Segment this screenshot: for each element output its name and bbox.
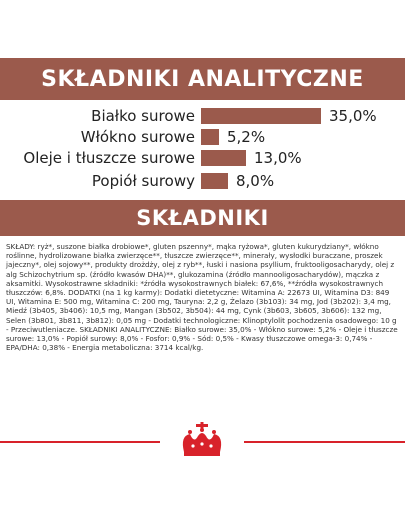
analytical-constituents-banner [0, 58, 405, 100]
nutrient-value: 5,2% [227, 128, 266, 146]
nutrient-value: 35,0% [329, 107, 377, 125]
nutrient-value: 13,0% [254, 149, 302, 167]
nutrient-row [0, 126, 405, 148]
nutrient-row [0, 147, 405, 169]
nutrient-bar [201, 108, 321, 124]
nutrient-row [0, 105, 405, 127]
nutrient-label: Oleje i tłuszcze surowe [23, 149, 195, 167]
footer-divider-left [0, 441, 160, 443]
nutrient-value: 8,0% [236, 172, 275, 190]
nutrient-label: Białko surowe [91, 107, 195, 125]
nutrient-row [0, 170, 405, 192]
nutrient-label: Popiół surowy [91, 172, 195, 190]
ingredients-text: SKŁADY: ryż*, suszone białka drobiowe*, gluten pszenny*, mąka ryżowa*, gluten kukurydziany*, włókno roślinne, hydrolizowane białka zwierzęce**, tłuszcze zwierzęce**, minerały, wysłodki buraczane, proszek jajeczny*, olej sojowy**, produkty drożdży, olej z ryb**, łuski i nasiona psyllium, fruktooligosacharydy, olej z alg Schizochytrium sp. (źródło kwasów DHA)**, glukozamina (źródło mannooligosacharydów), mączka z aksamitki. Wysokostrawne składniki: *źródła wysokostrawnych białek: 67,6%, **źródła wysokostrawnych tłuszczów: 6,8%. DODATKI (na 1 kg karmy): Dodatki dietetyczne: Witamina A: 22673 UI, Witamina D3: 849 UI, Witamina E: 500 mg, Witamina C: 200 mg, Tauryna: 2,2 g, Żelazo (3b103): 34 mg, Jod (3b202): 3,4 mg, Miedź (3b405, 3b406): 10,5 mg, Mangan (3b502, 3b504): 44 mg, Cynk (3b603, 3b605, 3b606): 132 mg, Selen (3b801, 3b811, 3b812): 0,05 mg - Dodatki technologiczne: Klinoptylolit pochodzenia osadowego: 10 g - Przeciwutleniacze. SKŁADNIKI ANALITYCZNE: Białko surowe: 35,0% - Włókno surowe: 5,2% - Oleje i tłuszcze surowe: 13,0% - Popiół surowy: 8,0% - Fosfor: 0,9% - Sód: 0,5% - Kwasy tłuszczowe omega-3: 0,74% - EPA/DHA: 0,38% - Energia metaboliczna: 3714 kcal/kg. [6, 242, 398, 353]
nutrient-bar [201, 173, 228, 189]
ingredients-banner [0, 200, 405, 236]
footer-divider-right [244, 441, 405, 443]
nutrient-label: Włókno surowe [80, 128, 195, 146]
ingredients-title: SKŁADNIKI [136, 206, 269, 230]
royal-canin-crest-logo [166, 422, 238, 468]
nutrient-bar [201, 150, 246, 166]
analytical-constituents-title: SKŁADNIKI ANALITYCZNE [41, 66, 364, 92]
nutrient-bar [201, 129, 219, 145]
